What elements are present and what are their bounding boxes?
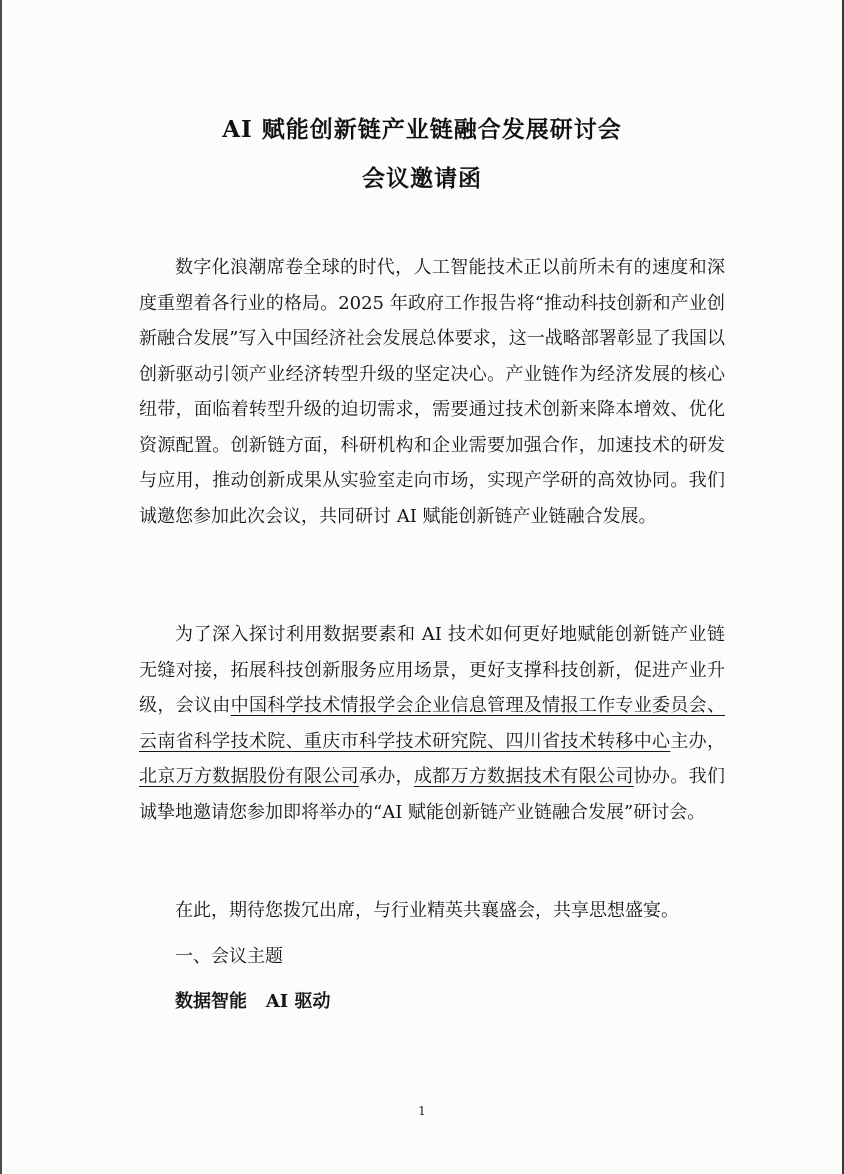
meeting-theme	[139, 984, 725, 1020]
theme-part-2: AI 驱动	[265, 991, 331, 1012]
document-subtitle: 会议邀请函	[362, 165, 482, 192]
document-title: AI 赋能创新链产业链融合发展研讨会	[222, 116, 622, 143]
paragraph-organizers-text-3: 承办，	[358, 766, 414, 787]
organizers-names: 中国科学技术情报学会企业信息管理及情报工作专业委员会、云南省科学技术院、重庆市科学技术研究院、四川省技术转移中心	[139, 695, 726, 752]
paragraph-organizers	[139, 617, 725, 830]
section-heading-theme: 一、会议主题	[175, 946, 283, 967]
page-number: 1	[418, 1104, 426, 1118]
theme-part-1: 数据智能	[175, 991, 247, 1012]
undertaker-name: 北京万方数据股份有限公司	[139, 766, 359, 787]
paragraph-intro: 数字化浪潮席卷全球的时代，人工智能技术正以前所未有的速度和深度重塑着各行业的格局。2025 年政府工作报告将“推动科技创新和产业创新融合发展”写入中国经济社会发展总体要求，这一战略部署彰显了我国以创新驱动引领产业经济转型升级的坚定决心。产业链作为经济发展的核心纽带，面临着转型升级的迫切需求，需要通过技术创新来降本增效、优化资源配置。创新链方面，科研机构和企业需要加强合作，加速技术的研发与应用，推动创新成果从实验室走向市场，实现产学研的高效协同。我们诚邀您参加此次会议，共同研讨 AI 赋能创新链产业链融合发展。	[139, 257, 725, 527]
theme-spacer	[247, 991, 266, 1012]
paragraph-closing: 在此，期待您拨冗出席，与行业精英共襄盛会，共享思想盛宴。	[175, 900, 679, 921]
paragraph-organizers-text-2: 主办，	[670, 730, 726, 752]
paragraph-organizers-text-1: 为了深入探讨利用数据要素和 AI 技术如何更好地赋能创新链产业链无缝对接，拓展科技创新服务应用场景，更好支撑科技创新，促进产业升级，会议由	[139, 624, 725, 716]
co-organizer-name: 成都万方数据技术有限公司	[413, 766, 634, 787]
paragraph-organizers-text-4: 协办。我们诚挚地邀请您参加即将举办的“AI 赋能创新链产业链融合发展”研讨会。	[139, 766, 726, 823]
